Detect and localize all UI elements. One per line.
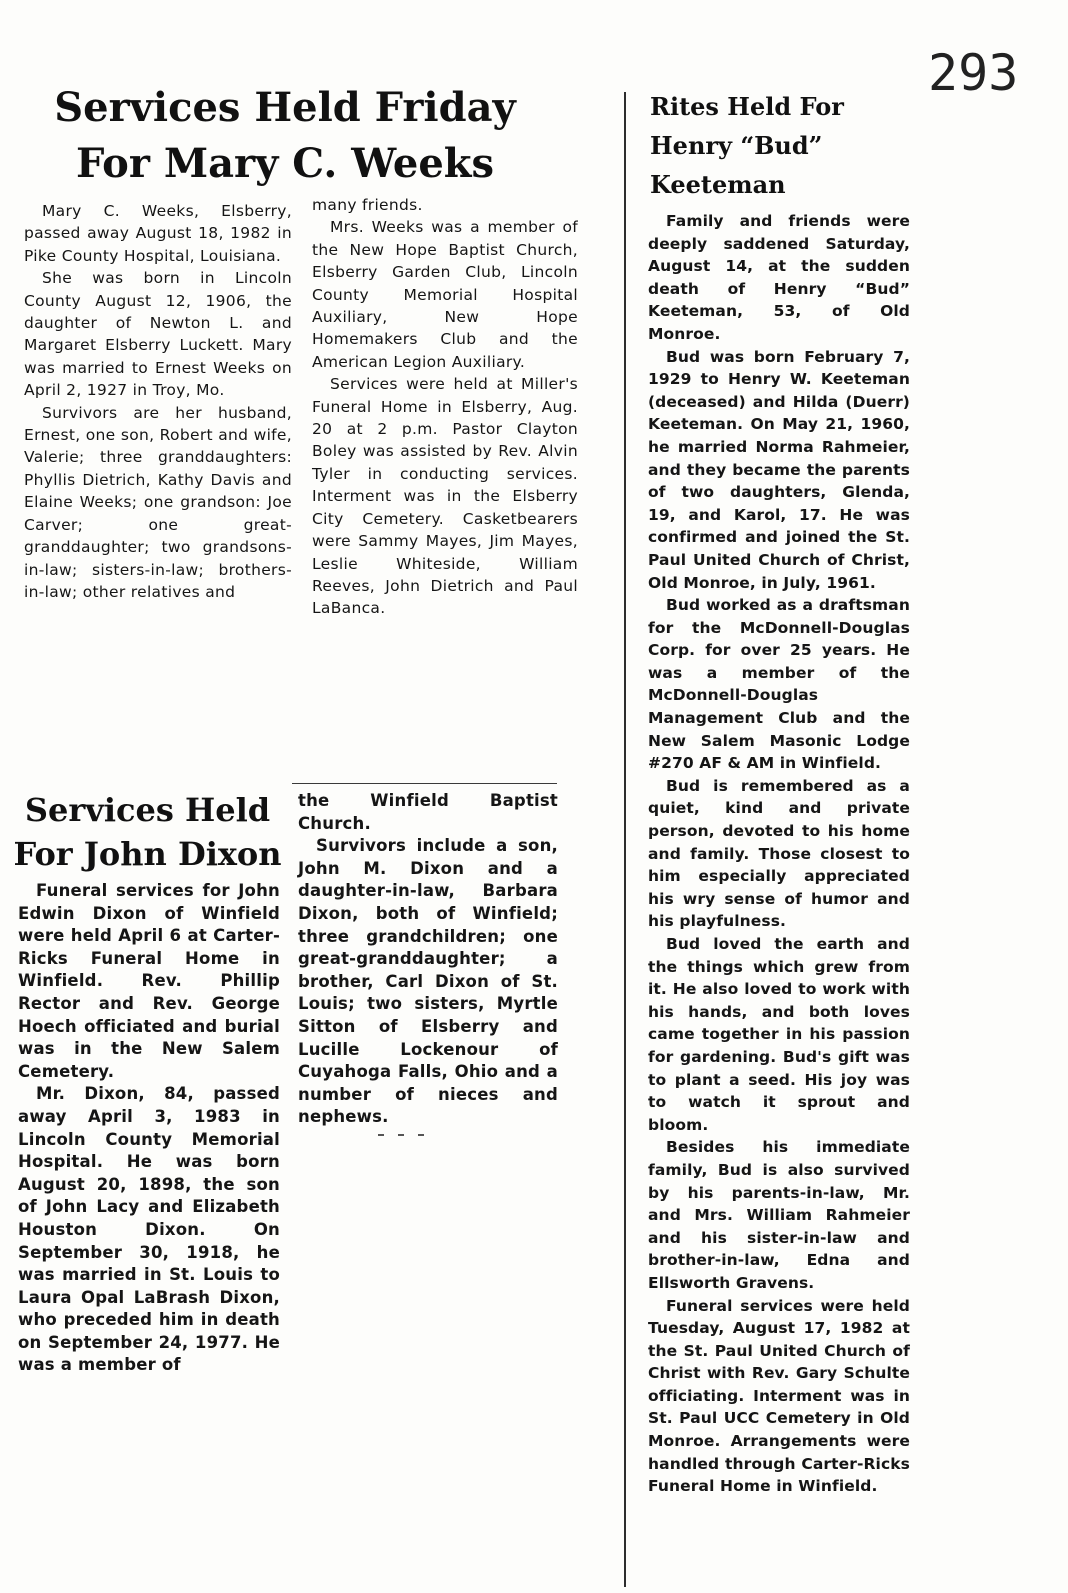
weeks-paragraph: many friends.: [312, 196, 423, 214]
dixon-paragraph: the Winfield Baptist Church.: [298, 791, 558, 833]
weeks-column-1: [24, 200, 292, 603]
keeteman-column: [648, 210, 910, 1498]
keeteman-paragraph: Family and friends were deeply saddened Saturday, August 14, at the sudden death of Henry “Bud” Keeteman, 53, of Old Monroe.: [648, 212, 910, 343]
column-rule-vertical: [624, 92, 626, 1587]
column-rule-horizontal: [292, 783, 557, 784]
weeks-paragraph: Mary C. Weeks, Elsberry, passed away August 18, 1982 in Pike County Hospital, Louisiana.: [24, 202, 292, 265]
keeteman-headline: Rites Held For Henry “Bud” Keeteman: [650, 92, 844, 199]
weeks-headline: Services Held Friday For Mary C. Weeks: [54, 84, 516, 187]
weeks-column-2: [312, 194, 578, 620]
weeks-paragraph: Services were held at Miller's Funeral Home in Elsberry, Aug. 20 at 2 p.m. Pastor Clayton Boley was assisted by Rev. Alvin Tyler in conducting services. Interment was in the Elsberry City Cemetery. Casketbearers were Sammy Mayes, Jim Mayes, Leslie Whiteside, William Reeves, John Dietrich and Paul LaBanca.: [312, 375, 578, 618]
dixon-paragraph: Funeral services for John Edwin Dixon of Winfield were held April 6 at Carter-Ricks Funeral Home in Winfield. Rev. Phillip Rector and Rev. George Hoech officiated and burial was in the New Salem Cemetery.: [18, 881, 280, 1081]
dixon-headline: Services Held For John Dixon: [13, 791, 282, 873]
keeteman-paragraph: Funeral services were held Tuesday, August 17, 1982 at the St. Paul United Church of Christ with Rev. Gary Schulte officiating. Interment was in St. Paul UCC Cemetery in Old Monroe. Arrangements were handled through Carter-Ricks Funeral Home in Winfield.: [648, 1296, 910, 1496]
dixon-paragraph: Mr. Dixon, 84, passed away April 3, 1983 in Lincoln County Memorial Hospital. He was born August 20, 1898, the son of John Lacy and Elizabeth Houston Dixon. On September 30, 1918, he was married in St. Louis to Laura Opal LaBrash Dixon, who preceded him in death on September 24, 1977. He was a member of: [18, 1084, 280, 1375]
end-mark: [378, 1134, 438, 1136]
dixon-paragraph: Survivors include a son, John M. Dixon and a daughter-in-law, Barbara Dixon, both of Winfield; three grandchildren; one great-granddaughter; a brother, Carl Dixon of St. Louis; two sisters, Myrtle Sitton of Elsberry and Lucille Lockenour of Cuyahoga Falls, Ohio and a number of nieces and nephews.: [298, 836, 558, 1127]
weeks-paragraph: She was born in Lincoln County August 12, 1906, the daughter of Newton L. and Margaret Elsberry Luckett. Mary was married to Ernest Weeks on April 2, 1927 in Troy, Mo.: [24, 269, 292, 400]
page-number: 293: [928, 44, 1019, 102]
dixon-column-1: [18, 880, 280, 1377]
dixon-column-2: [298, 790, 558, 1129]
keeteman-paragraph: Besides his immediate family, Bud is also survived by his parents-in-law, Mr. and Mrs. William Rahmeier and his sister-in-law and brother-in-law, Edna and Ellsworth Gravens.: [648, 1138, 910, 1292]
keeteman-paragraph: Bud loved the earth and the things which grew from it. He also loved to work with his hands, and both loves came together in his passion for gardening. Bud's gift was to plant a seed. His joy was to watch it sprout and bloom.: [648, 935, 910, 1134]
keeteman-paragraph: Bud is remembered as a quiet, kind and private person, devoted to his home and family. Those closest to him especially appreciated his wry sense of humor and his playfulness.: [648, 776, 910, 931]
keeteman-paragraph: Bud was born February 7, 1929 to Henry W. Keeteman (deceased) and Hilda (Duerr) Keeteman. On May 21, 1960, he married Norma Rahmeier, and they became the parents of two daughters, Glenda, 19, and Karol, 17. He was confirmed and joined the St. Paul United Church of Christ, Old Monroe, in July, 1961.: [648, 347, 910, 592]
keeteman-paragraph: Bud worked as a draftsman for the McDonnell-Douglas Corp. for over 25 years. He was a member of the McDonnell-Douglas Management Club and the New Salem Masonic Lodge #270 AF & AM in Winfield.: [648, 596, 910, 773]
weeks-paragraph: Survivors are her husband, Ernest, one son, Robert and wife, Valerie; three granddaughters: Phyllis Dietrich, Kathy Davis and Elaine Weeks; one grandson: Joe Carver; one great-granddaughter; two grandsons-in-law; sisters-in-law; brothers-in-law; other relatives and: [24, 403, 292, 601]
weeks-paragraph: Mrs. Weeks was a member of the New Hope Baptist Church, Elsberry Garden Club, Lincoln County Memorial Hospital Auxiliary, New Hope Homemakers Club and the American Legion Auxiliary.: [312, 218, 578, 371]
